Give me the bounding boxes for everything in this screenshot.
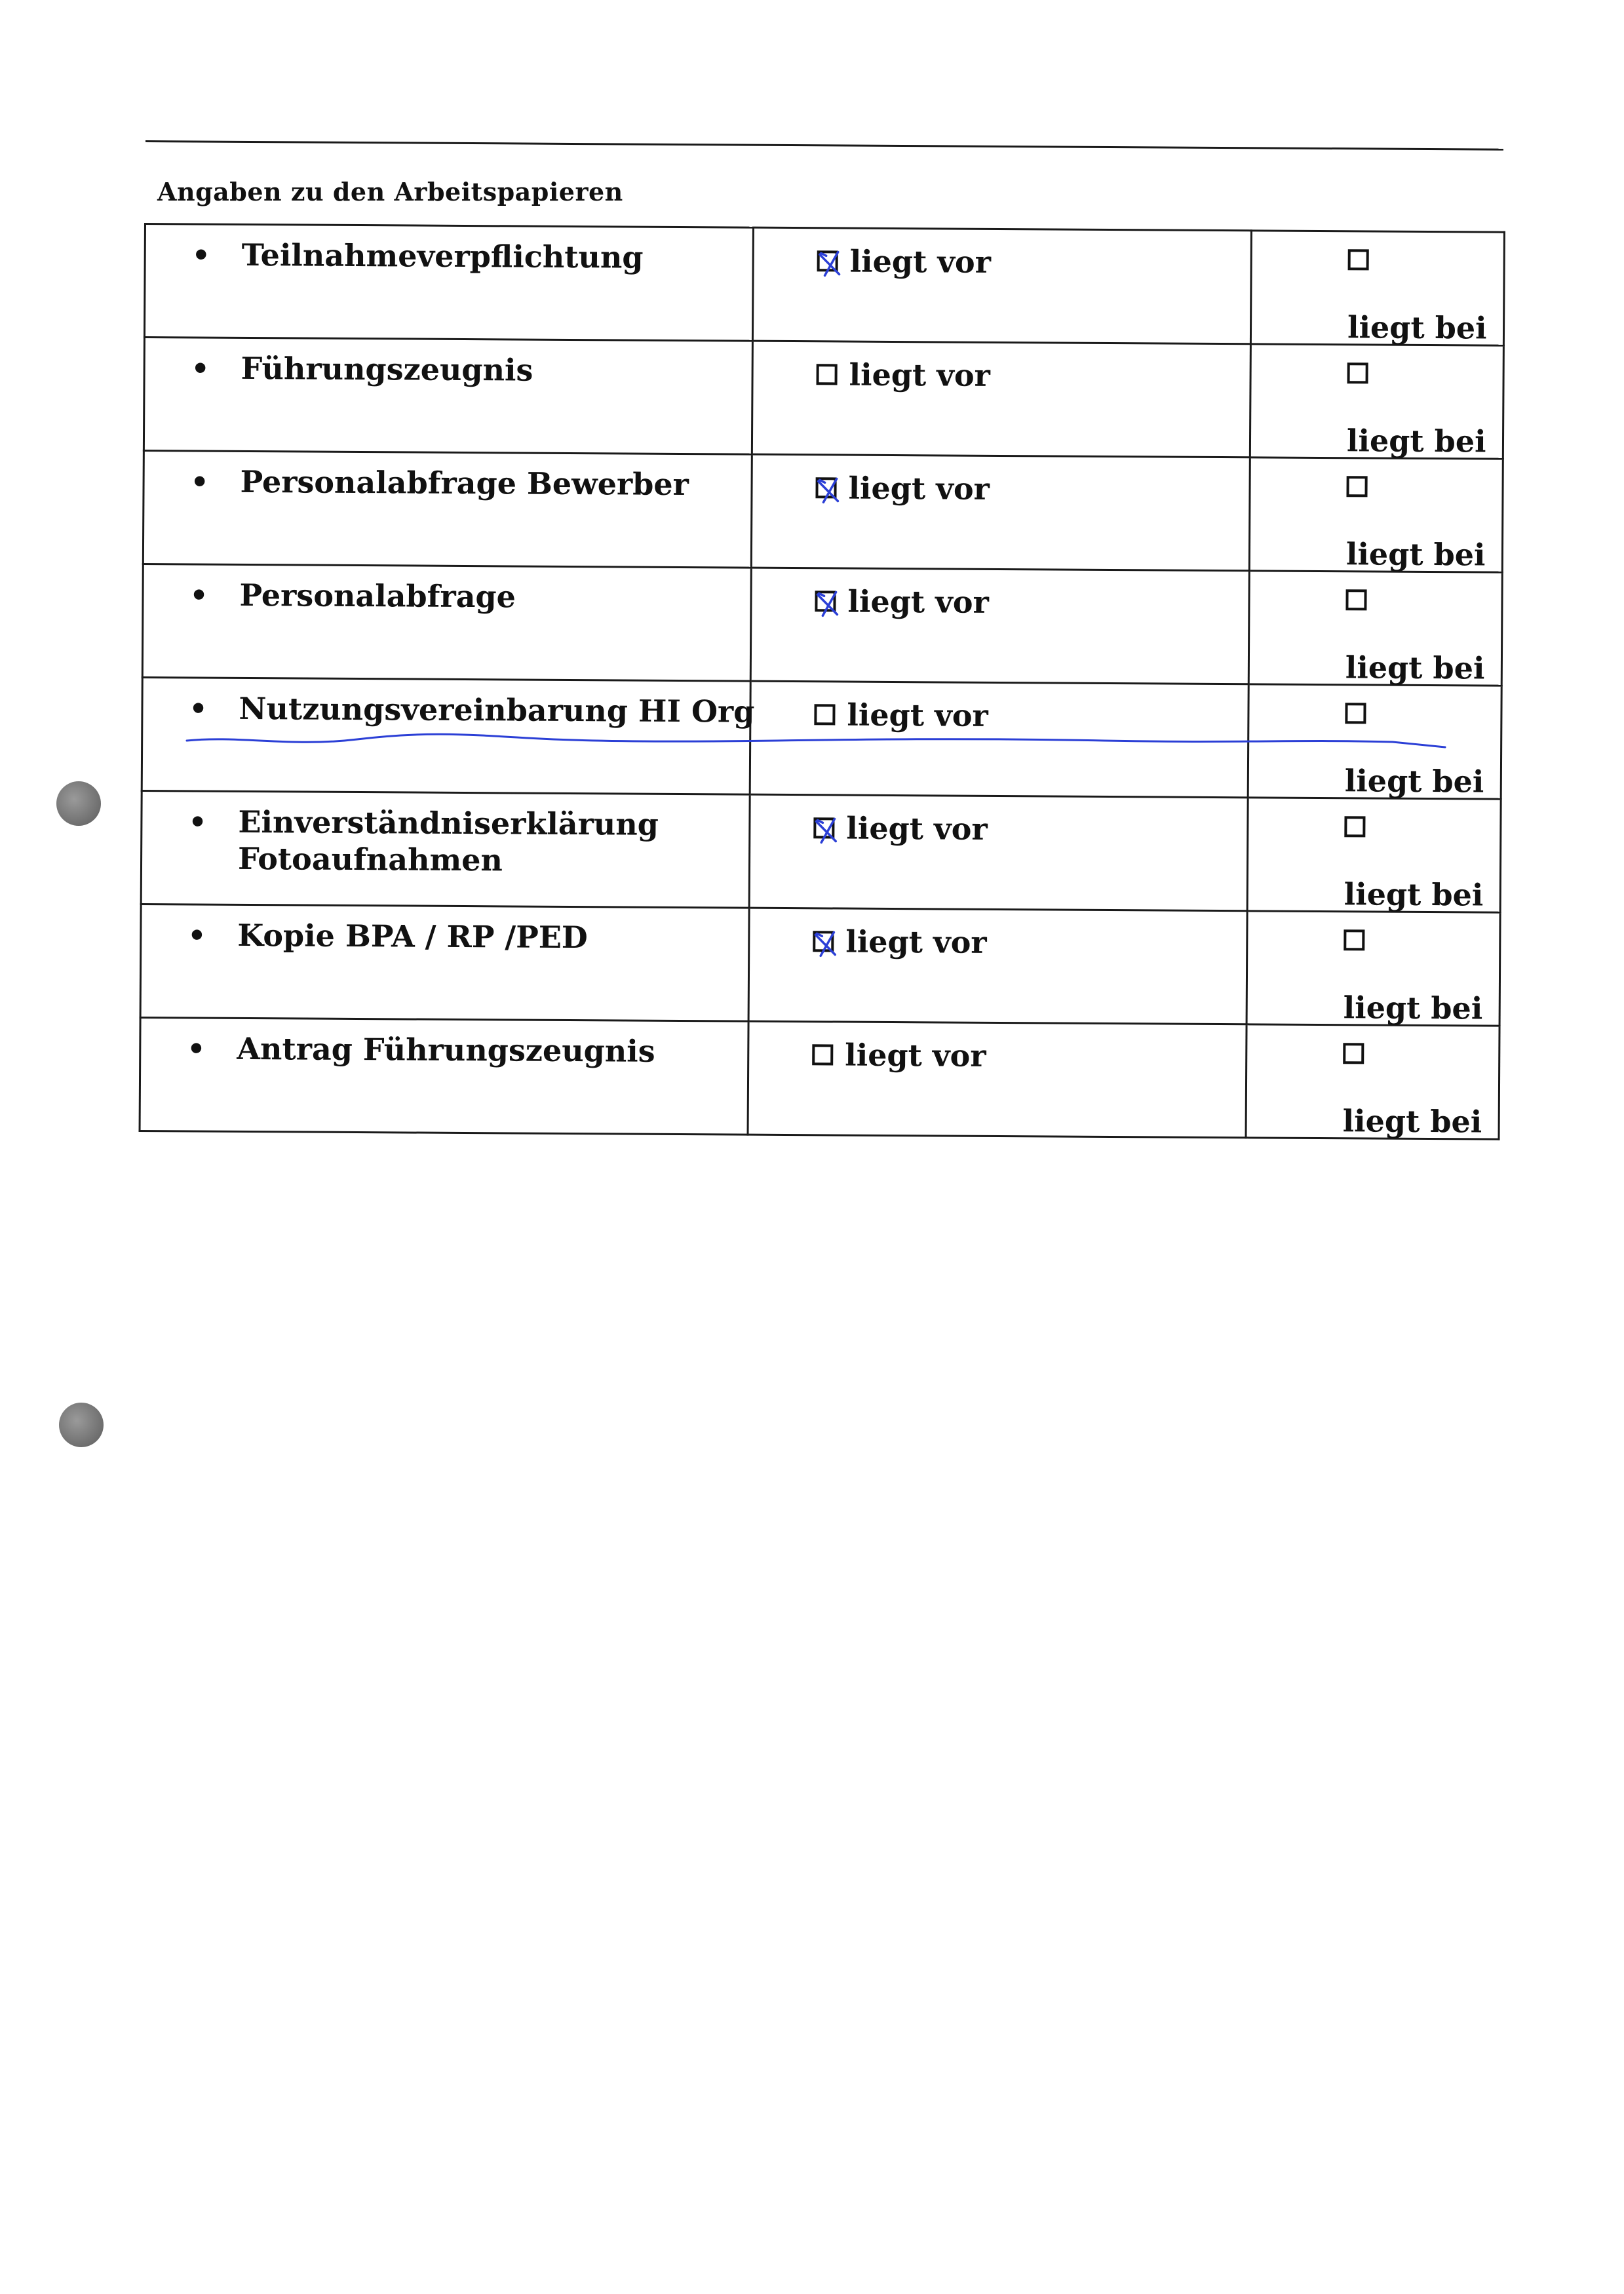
document-name	[187, 917, 775, 957]
bullet-icon: •	[191, 239, 210, 273]
pen-strikethrough	[187, 721, 1458, 760]
pen-check-icon	[815, 589, 841, 618]
table-row	[144, 224, 1504, 346]
liegt-vor-label: liegt vor	[845, 1037, 986, 1074]
document-name	[188, 804, 776, 879]
liegt-bei-cell	[1250, 231, 1504, 345]
bullet-icon: •	[191, 352, 210, 386]
liegt-vor-option[interactable]	[815, 583, 989, 620]
checkbox-icon[interactable]	[1347, 362, 1368, 383]
liegt-bei-cell	[1248, 571, 1502, 686]
top-rule	[145, 140, 1503, 151]
liegt-bei-cell	[1247, 798, 1501, 912]
liegt-bei-label: liegt bei	[1342, 1103, 1482, 1140]
liegt-vor-cell	[750, 568, 1249, 684]
document-name-cell	[141, 790, 750, 908]
liegt-bei-label: liegt bei	[1345, 650, 1485, 686]
liegt-vor-cell	[752, 227, 1251, 344]
liegt-bei-cell	[1249, 457, 1503, 572]
liegt-vor-option[interactable]	[813, 923, 987, 960]
pen-check-icon	[817, 249, 843, 278]
liegt-bei-label: liegt bei	[1344, 876, 1484, 913]
liegt-vor-option[interactable]	[812, 1037, 986, 1074]
document-name-cell	[144, 224, 753, 341]
document-name-cell	[140, 904, 749, 1021]
checkbox-icon[interactable]	[1346, 476, 1367, 497]
document-name-cell	[142, 564, 751, 681]
punch-hole-top	[56, 781, 101, 826]
table-row	[143, 451, 1503, 573]
liegt-bei-label: liegt bei	[1343, 990, 1483, 1026]
document-name-text: Nutzungsvereinbarung HI Org	[239, 690, 755, 729]
checkbox-icon[interactable]	[1345, 589, 1366, 610]
bullet-icon: •	[187, 919, 206, 953]
checkbox-icon[interactable]	[1344, 929, 1364, 950]
bullet-icon: •	[187, 1032, 206, 1066]
liegt-bei-label: liegt bei	[1346, 423, 1486, 459]
document-name-cell	[143, 451, 752, 568]
checkbox-icon[interactable]	[1348, 249, 1369, 270]
document-name	[190, 463, 777, 503]
table-row	[142, 564, 1502, 686]
document-name-text: Führungszeugnis	[241, 350, 533, 388]
table-row	[140, 1017, 1499, 1139]
bullet-icon: •	[189, 579, 208, 613]
document-name	[191, 350, 778, 390]
liegt-vor-label: liegt vor	[849, 243, 992, 280]
document-name-text: Kopie BPA / RP /PED	[237, 917, 588, 956]
liegt-bei-label: liegt bei	[1345, 536, 1486, 573]
table-row	[144, 338, 1503, 459]
liegt-bei-label: liegt bei	[1347, 309, 1487, 346]
document-name-text: Personalabfrage Bewerber	[240, 463, 689, 503]
checked-checkbox-icon[interactable]	[817, 250, 838, 271]
liegt-vor-cell	[748, 1021, 1247, 1138]
pen-check-icon	[815, 476, 841, 505]
liegt-bei-cell	[1246, 1024, 1499, 1139]
bullet-icon: •	[189, 692, 208, 726]
liegt-vor-cell	[749, 794, 1248, 911]
document-name	[187, 1030, 774, 1070]
document-name-cell	[140, 1017, 748, 1135]
checked-checkbox-icon[interactable]	[813, 817, 834, 838]
document-name-text: Teilnahmeverpflichtung	[241, 237, 644, 275]
liegt-bei-label: liegt bei	[1344, 763, 1484, 800]
liegt-vor-label: liegt vor	[848, 470, 990, 507]
checkbox-icon[interactable]	[817, 364, 838, 385]
liegt-vor-option[interactable]	[813, 810, 988, 847]
document-name	[189, 577, 777, 617]
liegt-vor-label: liegt vor	[849, 357, 991, 393]
punch-hole-bottom	[59, 1403, 104, 1447]
document-name-text: Einverständniserklärung Fotoaufnahmen	[237, 804, 659, 878]
document-name-cell	[144, 338, 752, 455]
checkbox-icon[interactable]	[1344, 816, 1365, 837]
papers-table-body	[140, 224, 1504, 1140]
pen-check-icon	[813, 816, 840, 845]
liegt-vor-cell	[752, 341, 1250, 457]
table-row	[140, 904, 1500, 1026]
liegt-vor-option[interactable]	[816, 357, 990, 393]
liegt-vor-label: liegt vor	[847, 583, 989, 620]
checkbox-icon[interactable]	[1343, 1043, 1364, 1064]
liegt-bei-cell	[1250, 344, 1503, 459]
liegt-vor-label: liegt vor	[845, 923, 987, 960]
liegt-vor-option[interactable]	[815, 470, 990, 507]
table-row	[141, 790, 1501, 912]
papers-sheet	[139, 223, 1503, 1140]
checked-checkbox-icon[interactable]	[813, 931, 834, 952]
checkbox-icon[interactable]	[812, 1044, 833, 1065]
bullet-icon: •	[190, 465, 209, 499]
pen-check-icon	[813, 929, 839, 958]
liegt-vor-cell	[751, 454, 1250, 571]
bullet-icon: •	[188, 806, 207, 840]
liegt-vor-option[interactable]	[817, 243, 991, 280]
liegt-vor-label: liegt vor	[846, 810, 988, 847]
liegt-vor-label: liegt vor	[847, 697, 988, 733]
document-name-text: Personalabfrage	[239, 577, 516, 615]
document-name	[192, 237, 779, 277]
checked-checkbox-icon[interactable]	[815, 477, 836, 498]
section-heading: Angaben zu den Arbeitspapieren	[157, 177, 623, 206]
papers-table	[139, 223, 1505, 1140]
document-name-text: Antrag Führungszeugnis	[237, 1030, 655, 1069]
checked-checkbox-icon[interactable]	[815, 591, 836, 612]
liegt-vor-cell	[748, 908, 1247, 1024]
liegt-bei-cell	[1247, 911, 1500, 1026]
